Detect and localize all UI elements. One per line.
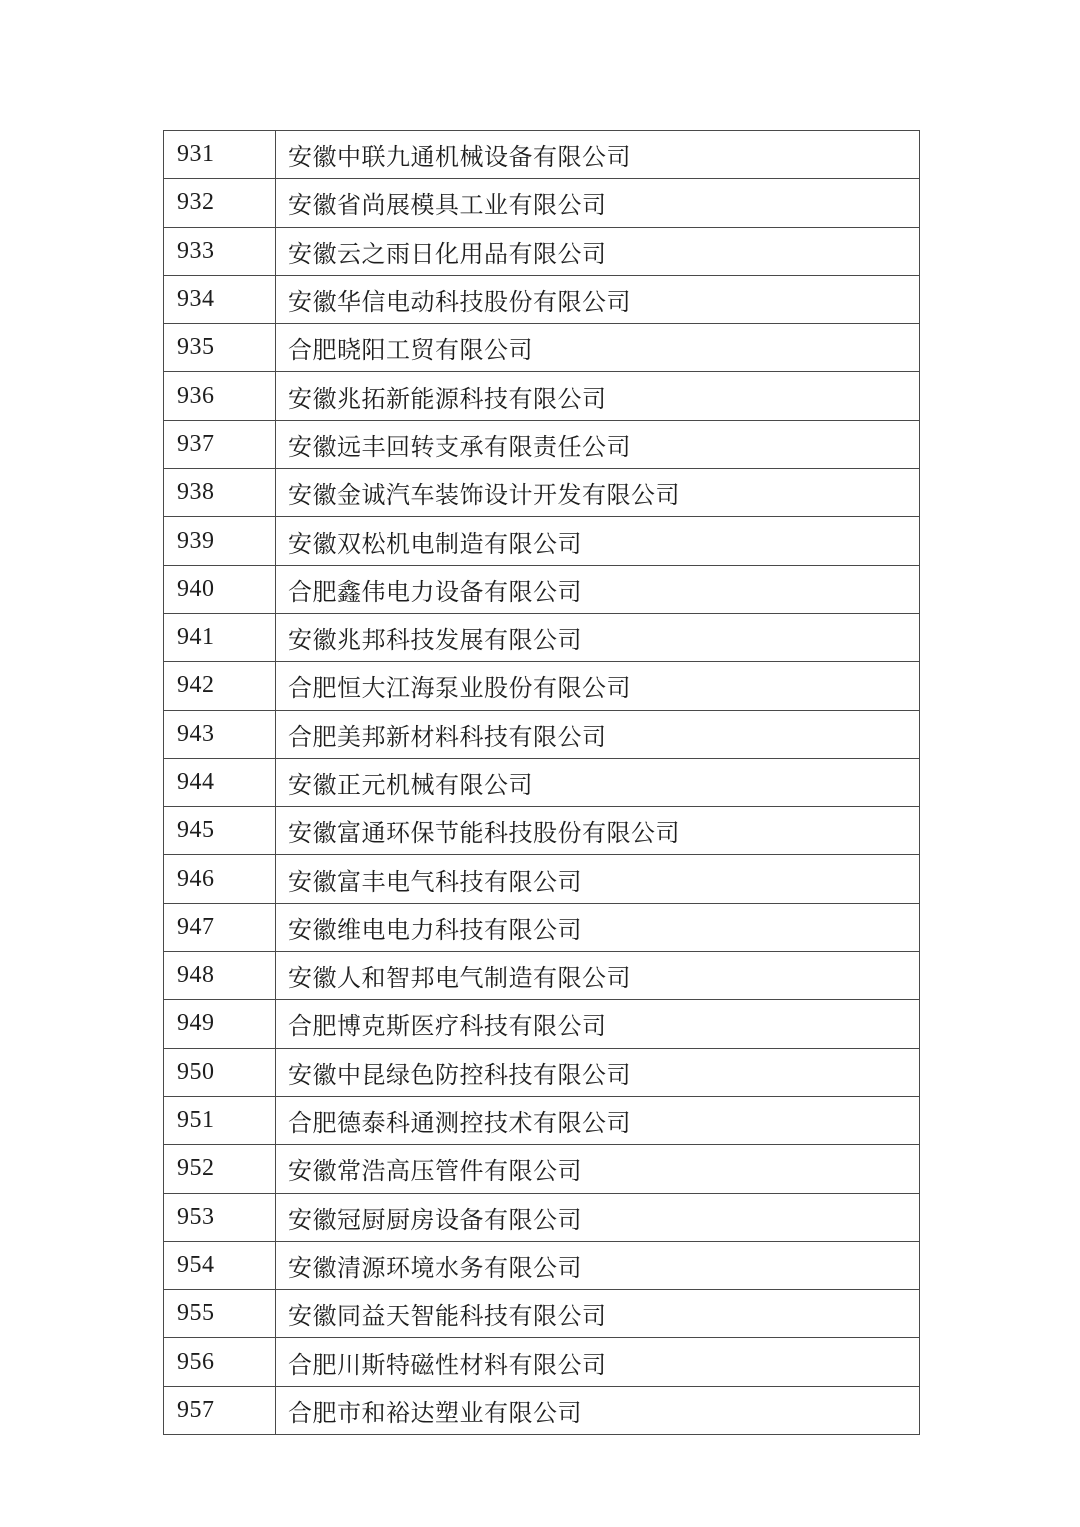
row-number: 946 — [164, 855, 276, 903]
company-name: 安徽正元机械有限公司 — [276, 758, 920, 806]
table-row — [164, 1096, 920, 1144]
company-name: 合肥晓阳工贸有限公司 — [276, 324, 920, 372]
company-name: 安徽华信电动科技股份有限公司 — [276, 275, 920, 323]
table-row — [164, 1193, 920, 1241]
table-row — [164, 662, 920, 710]
company-name: 合肥鑫伟电力设备有限公司 — [276, 565, 920, 613]
company-name: 安徽远丰回转支承有限责任公司 — [276, 420, 920, 468]
table-row — [164, 420, 920, 468]
row-number: 939 — [164, 517, 276, 565]
table-row — [164, 1290, 920, 1338]
table-row — [164, 1338, 920, 1386]
company-name: 安徽富丰电气科技有限公司 — [276, 855, 920, 903]
row-number: 947 — [164, 903, 276, 951]
company-name: 安徽常浩高压管件有限公司 — [276, 1145, 920, 1193]
row-number: 951 — [164, 1096, 276, 1144]
company-name: 安徽中联九通机械设备有限公司 — [276, 131, 920, 179]
company-name: 安徽维电电力科技有限公司 — [276, 903, 920, 951]
row-number: 938 — [164, 469, 276, 517]
company-name: 安徽兆拓新能源科技有限公司 — [276, 372, 920, 420]
company-name: 安徽冠厨厨房设备有限公司 — [276, 1193, 920, 1241]
row-number: 941 — [164, 613, 276, 661]
table-row — [164, 952, 920, 1000]
table-row — [164, 227, 920, 275]
table-row — [164, 372, 920, 420]
table-row — [164, 613, 920, 661]
row-number: 940 — [164, 565, 276, 613]
row-number: 949 — [164, 1000, 276, 1048]
row-number: 952 — [164, 1145, 276, 1193]
company-name: 安徽清源环境水务有限公司 — [276, 1241, 920, 1289]
company-name: 安徽双松机电制造有限公司 — [276, 517, 920, 565]
company-name: 安徽金诚汽车装饰设计开发有限公司 — [276, 469, 920, 517]
company-name: 合肥市和裕达塑业有限公司 — [276, 1386, 920, 1434]
row-number: 944 — [164, 758, 276, 806]
company-name: 合肥博克斯医疗科技有限公司 — [276, 1000, 920, 1048]
table-row — [164, 1000, 920, 1048]
company-name: 安徽富通环保节能科技股份有限公司 — [276, 807, 920, 855]
table-row — [164, 517, 920, 565]
row-number: 936 — [164, 372, 276, 420]
row-number: 953 — [164, 1193, 276, 1241]
company-name: 安徽同益天智能科技有限公司 — [276, 1290, 920, 1338]
company-name: 合肥川斯特磁性材料有限公司 — [276, 1338, 920, 1386]
table-row — [164, 903, 920, 951]
company-name: 合肥德泰科通测控技术有限公司 — [276, 1096, 920, 1144]
company-name: 安徽人和智邦电气制造有限公司 — [276, 952, 920, 1000]
table-row — [164, 131, 920, 179]
company-name: 安徽云之雨日化用品有限公司 — [276, 227, 920, 275]
row-number: 942 — [164, 662, 276, 710]
row-number: 948 — [164, 952, 276, 1000]
company-table — [163, 130, 920, 1435]
table-row — [164, 275, 920, 323]
row-number: 934 — [164, 275, 276, 323]
row-number: 954 — [164, 1241, 276, 1289]
company-name: 安徽中昆绿色防控科技有限公司 — [276, 1048, 920, 1096]
table-row — [164, 758, 920, 806]
company-name: 合肥恒大江海泵业股份有限公司 — [276, 662, 920, 710]
row-number: 933 — [164, 227, 276, 275]
table-row — [164, 1241, 920, 1289]
company-name: 安徽兆邦科技发展有限公司 — [276, 613, 920, 661]
table-row — [164, 565, 920, 613]
table-row — [164, 855, 920, 903]
table-row — [164, 1048, 920, 1096]
row-number: 937 — [164, 420, 276, 468]
company-name: 安徽省尚展模具工业有限公司 — [276, 179, 920, 227]
table-row — [164, 469, 920, 517]
row-number: 943 — [164, 710, 276, 758]
company-table-body — [164, 131, 920, 1435]
row-number: 935 — [164, 324, 276, 372]
row-number: 931 — [164, 131, 276, 179]
row-number: 957 — [164, 1386, 276, 1434]
row-number: 955 — [164, 1290, 276, 1338]
table-row — [164, 1145, 920, 1193]
row-number: 950 — [164, 1048, 276, 1096]
company-name: 合肥美邦新材料科技有限公司 — [276, 710, 920, 758]
row-number: 932 — [164, 179, 276, 227]
table-row — [164, 324, 920, 372]
table-row — [164, 179, 920, 227]
row-number: 956 — [164, 1338, 276, 1386]
row-number: 945 — [164, 807, 276, 855]
table-row — [164, 710, 920, 758]
table-row — [164, 1386, 920, 1434]
table-row — [164, 807, 920, 855]
